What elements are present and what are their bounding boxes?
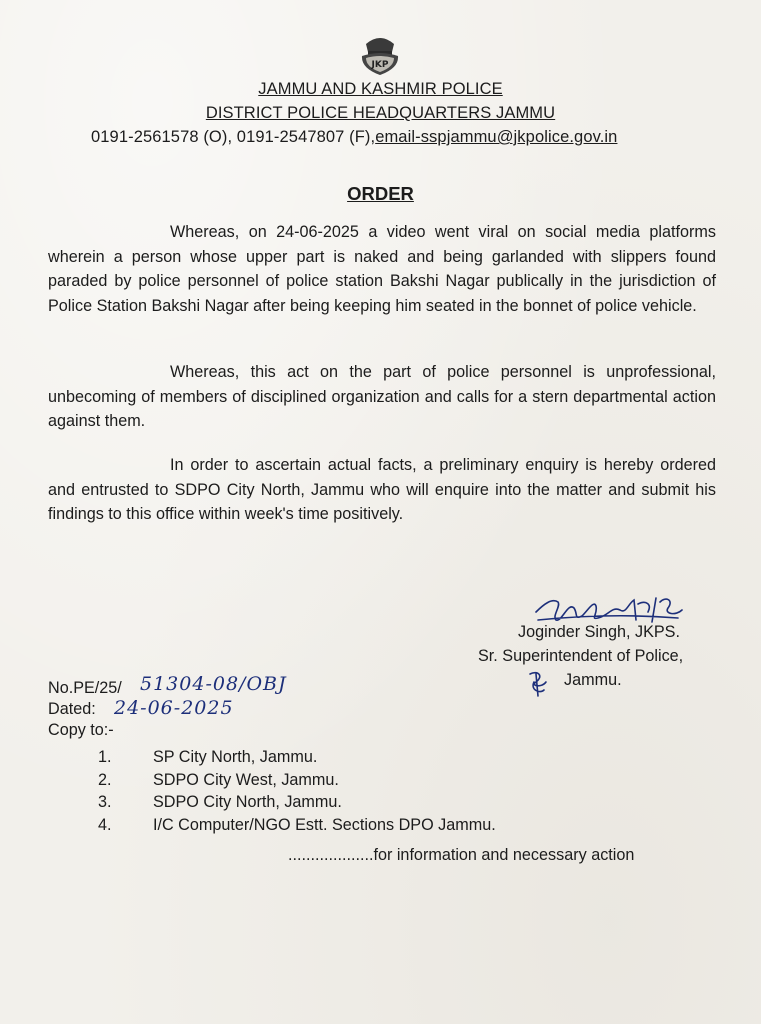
signatory-place: Jammu. <box>564 671 622 689</box>
list-item-number: 1. <box>98 748 112 766</box>
reference-block <box>48 673 287 741</box>
contact-line <box>91 128 691 147</box>
dated-label: Dated: <box>48 700 96 718</box>
initial-mark-icon <box>524 668 554 698</box>
list-item-text: SDPO City North, Jammu. <box>153 793 342 811</box>
list-item-number: 4. <box>98 815 112 834</box>
police-emblem-icon <box>352 30 408 78</box>
contact-email: email-sspjammu@jkpolice.gov.in <box>375 128 618 146</box>
list-item-number: 2. <box>98 770 112 789</box>
office-name: DISTRICT POLICE HEADQUARTERS JAMMU <box>205 104 556 122</box>
paragraph-2: Whereas, this act on the part of police personnel is unprofessional, unbecoming of members of disciplined organization and calls for a stern departmental action against them. <box>48 363 716 430</box>
org-name: JAMMU AND KASHMIR POLICE <box>258 80 503 98</box>
action-note: ...................for information and necessary action <box>288 846 635 864</box>
paragraph-3: In order to ascertain actual facts, a preliminary enquiry is hereby ordered and entrusted to SDPO City North, Jammu who will enquire into the matter and submit his findings to this office within week's time positively. <box>48 456 716 523</box>
list-item-text: SP City North, Jammu. <box>153 748 318 766</box>
copy-to-label: Copy to:- <box>48 721 114 739</box>
reference-number-handwritten: 51304-08/OBJ <box>140 673 287 695</box>
order-title: ORDER <box>347 183 414 204</box>
paragraph-1: Whereas, on 24-06-2025 a video went viral on social media platforms wherein a person whose upper part is naked and being garlanded with slippers found paraded by police personnel of police station Bakshi Nagar publically in the jurisdiction of Police Station Bakshi Nagar after being keeping him seated in the bonnet of police vehicle. <box>48 223 716 315</box>
signatory-designation: Sr. Superintendent of Police, <box>478 647 684 665</box>
list-item-number: 3. <box>98 793 112 811</box>
dated-handwritten: 24-06-2025 <box>114 697 234 719</box>
reference-number-label: No.PE/25/ <box>48 679 122 697</box>
list-item-text: SDPO City West, Jammu. <box>153 770 339 789</box>
emblem-label: JKP <box>371 60 389 70</box>
contact-phones: 0191-2561578 (O), 0191-2547807 (F), <box>91 128 376 146</box>
signatory-name: Joginder Singh, JKPS. <box>518 623 680 641</box>
list-item-text: I/C Computer/NGO Estt. Sections DPO Jammu. <box>153 815 496 834</box>
